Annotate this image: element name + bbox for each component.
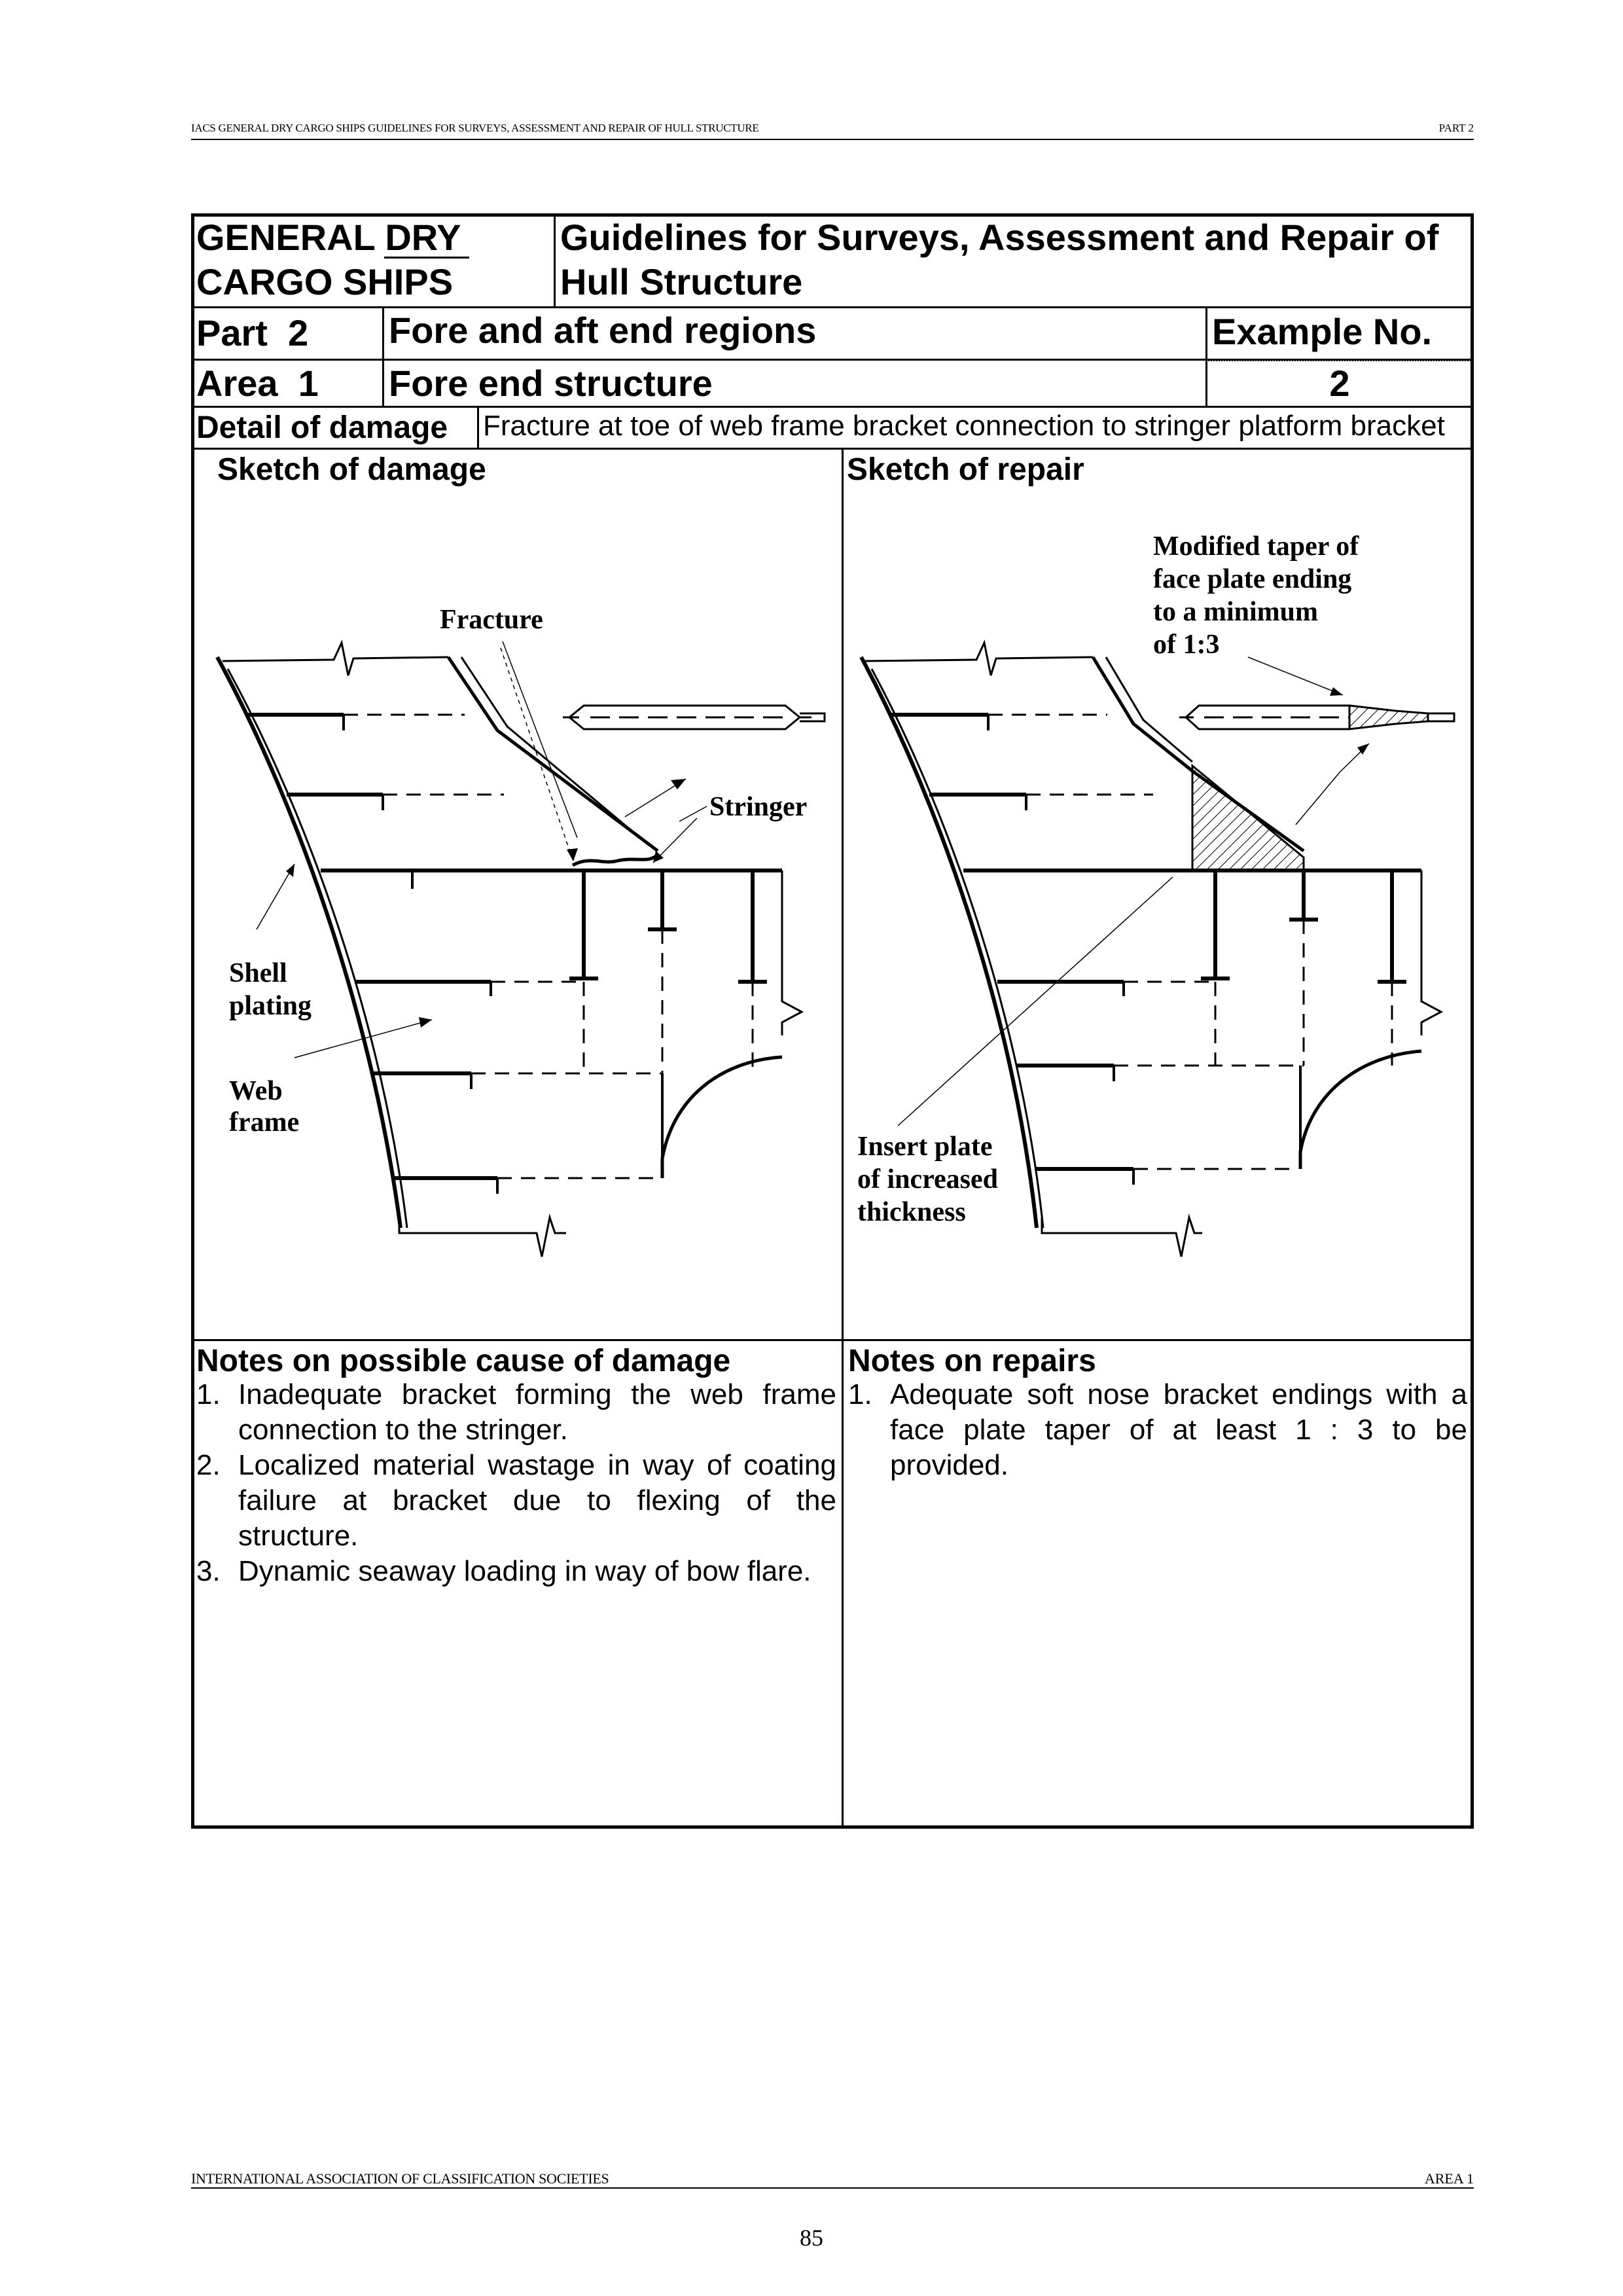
notes-damage-list xyxy=(196,1377,836,1589)
guidelines-line2: Hull Structure xyxy=(560,261,803,302)
sketch-repair-heading: Sketch of repair xyxy=(847,452,1084,487)
label-stringer: Stringer xyxy=(709,792,808,822)
repair-sketch xyxy=(846,497,1472,1335)
label-web-2: frame xyxy=(229,1107,300,1138)
label-taper-3: to a minimum xyxy=(1153,597,1318,627)
rule-part-split xyxy=(382,306,384,406)
modified-taper xyxy=(1349,706,1428,729)
ship-type-line1: GENERAL DRY xyxy=(196,217,461,258)
list-item: 3. Dynamic seaway loading in way of bow flare. xyxy=(196,1555,812,1587)
rule-title-split xyxy=(554,213,556,307)
running-header-title: IACS GENERAL DRY CARGO SHIPS GUIDELINES FOR SURVEYS, ASSESSMENT AND REPAIR OF HULL STRUCTURE xyxy=(191,122,759,134)
rule-detail-split xyxy=(477,406,479,448)
list-item: 1. Adequate soft nose bracket endings with a face plate taper of at least 1 : 3 to be provided. xyxy=(848,1378,1467,1481)
label-insert-2: of increased xyxy=(857,1164,999,1194)
notes-damage-heading: Notes on possible cause of damage xyxy=(196,1344,731,1378)
header-rule xyxy=(191,139,1474,140)
label-shell-2: plating xyxy=(229,991,312,1021)
label-fracture: Fracture xyxy=(440,605,543,635)
notes-repairs-list xyxy=(848,1377,1467,1483)
list-item: 1. Inadequate bracket forming the web frame connection to the stringer. xyxy=(196,1378,836,1446)
rule-center-split xyxy=(842,448,844,1827)
label-taper-1: Modified taper of xyxy=(1153,531,1359,562)
fracture-mark xyxy=(573,855,658,865)
label-taper-2: face plate ending xyxy=(1153,564,1352,594)
dry-underline xyxy=(384,257,469,259)
detail-text: Fracture at toe of web frame bracket connection to stringer platform bracket xyxy=(483,410,1445,442)
detail-label: Detail of damage xyxy=(196,410,448,445)
footer-rule xyxy=(191,2187,1474,2189)
part-title: Fore and aft end regions xyxy=(389,310,817,351)
list-item: 2. Localized material wastage in way of coating failure at bracket due to flexing of the structure. xyxy=(196,1449,836,1552)
rule-sketch-bottom xyxy=(191,1339,1474,1341)
area-label: Area 1 xyxy=(196,363,319,404)
running-header-part: PART 2 xyxy=(1438,122,1474,134)
example-label: Example No. xyxy=(1212,311,1433,352)
label-shell-1: Shell xyxy=(229,958,287,988)
footer-area: AREA 1 xyxy=(1424,2170,1474,2187)
label-taper-4: of 1:3 xyxy=(1153,630,1220,660)
example-divider xyxy=(1205,360,1474,361)
ship-type-line2: CARGO SHIPS xyxy=(196,261,454,302)
label-insert-1: Insert plate xyxy=(857,1132,993,1162)
sketch-damage-heading: Sketch of damage xyxy=(217,452,486,487)
label-insert-3: thickness xyxy=(857,1197,966,1227)
label-web-1: Web xyxy=(229,1076,283,1106)
area-title: Fore end structure xyxy=(389,363,713,404)
rule-detail-bottom xyxy=(191,448,1474,450)
damage-sketch xyxy=(196,497,838,1335)
notes-repairs-heading: Notes on repairs xyxy=(848,1344,1096,1378)
shell-plating-line xyxy=(217,657,401,1228)
part-label: Part 2 xyxy=(196,312,309,353)
guidelines-line1: Guidelines for Surveys, Assessment and Repair of xyxy=(560,217,1439,258)
example-number: 2 xyxy=(1329,363,1350,404)
footer-organization: INTERNATIONAL ASSOCIATION OF CLASSIFICATION SOCIETIES xyxy=(191,2170,609,2187)
page-number: 85 xyxy=(800,2225,823,2251)
